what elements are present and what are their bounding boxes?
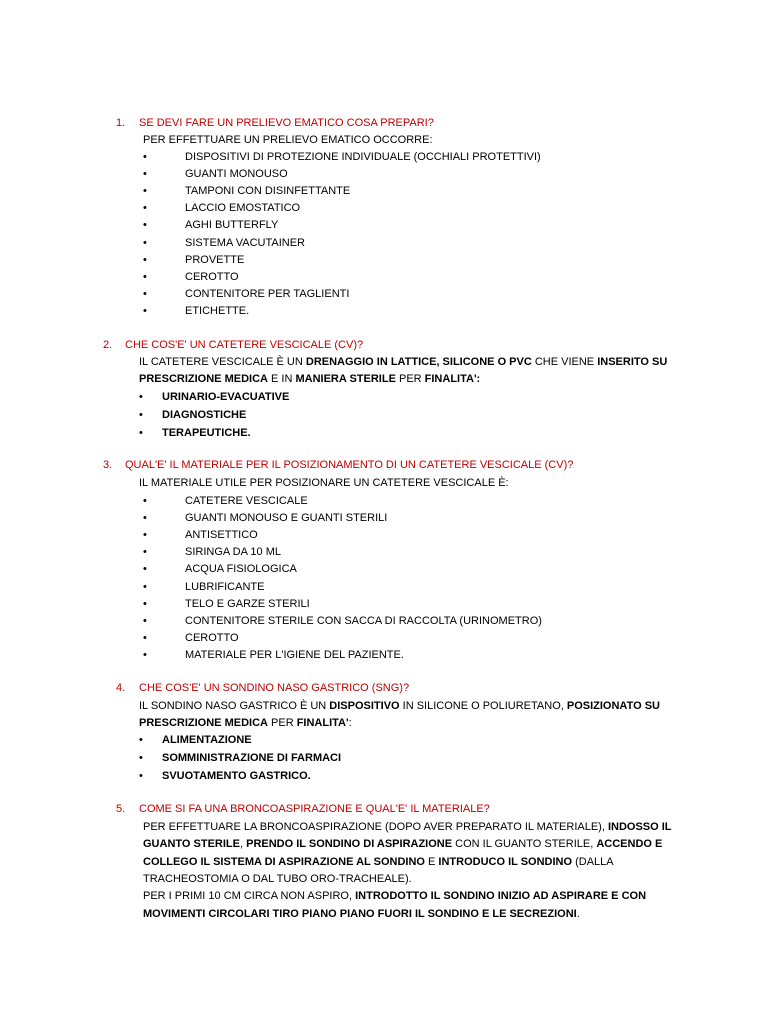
q2-heading: CHE COS'E' UN CATETERE VESCICALE (CV)? (125, 339, 364, 351)
bullet-icon: • (139, 409, 143, 421)
q4-definition-line-2-run: PRESCRIZIONE MEDICA (139, 717, 268, 729)
q4-definition-line-2-run: PER (267, 717, 297, 729)
q5-answer-line (143, 820, 672, 834)
list-item: ALIMENTAZIONE (162, 734, 252, 746)
q4-definition-line-2-run: : (348, 717, 352, 729)
list-item: CONTENITORE PER TAGLIENTI (185, 287, 350, 300)
q5-answer-line-run: COLLEGO IL SISTEMA DI ASPIRAZIONE AL SONDINO (143, 855, 425, 868)
list-item: LUBRIFICANTE (185, 580, 265, 593)
q3-heading: QUAL'E' IL MATERIALE PER IL POSIZIONAMENTO DI UN CATETERE VESCICALE (CV)? (125, 459, 574, 471)
bullet-icon: • (143, 563, 147, 576)
bullet-icon: • (143, 287, 147, 300)
q3-number: 3. (103, 459, 113, 471)
list-item: DISPOSITIVI DI PROTEZIONE INDIVIDUALE (OCCHIALI PROTETTIVI) (185, 151, 541, 163)
list-item: GUANTI MONOUSO E GUANTI STERILI (185, 512, 388, 525)
bullet-icon: • (139, 427, 143, 439)
list-item: URINARIO-EVACUATIVE (162, 391, 290, 403)
q2-number: 2. (103, 339, 113, 351)
list-item: CONTENITORE STERILE CON SACCA DI RACCOLTA (URINOMETRO) (185, 614, 542, 627)
q2-definition-line-2-run: FINALITA': (424, 373, 481, 385)
q5-answer-line-run: E (424, 855, 439, 868)
list-item: TELO E GARZE STERILI (185, 597, 310, 610)
q5-heading: COME SI FA UNA BRONCOASPIRAZIONE E QUAL'E' IL MATERIALE? (139, 803, 490, 815)
q1-number: 1. (116, 117, 126, 129)
q4-number: 4. (116, 682, 126, 694)
q4-heading: CHE COS'E' UN SONDINO NASO GASTRICO (SNG)? (139, 682, 410, 694)
q2-definition-line-2-run: MANIERA STERILE (295, 373, 396, 385)
bullet-icon: • (143, 202, 147, 215)
bullet-icon: • (143, 648, 147, 661)
bullet-icon: • (143, 529, 147, 542)
list-item: ACQUA FISIOLOGICA (185, 563, 297, 576)
q5-answer-line-run: PER EFFETTUARE LA BRONCOASPIRAZIONE (DOPO AVER PREPARATO IL MATERIALE), (143, 821, 608, 833)
q4-definition-line-1-run: DISPOSITIVO (329, 700, 400, 712)
list-item: DIAGNOSTICHE (162, 409, 247, 421)
q5-answer-line-run: PRENDO IL SONDINO DI ASPIRAZIONE (246, 838, 453, 851)
q5-answer-line-run: TRACHEOSTOMIA O DAL TUBO ORO-TRACHEALE). (143, 872, 412, 885)
list-item: CEROTTO (185, 631, 239, 644)
bullet-icon: • (143, 185, 147, 198)
q4-definition-line-1 (139, 699, 660, 713)
q5-answer-line (143, 855, 614, 869)
bullet-icon: • (143, 546, 147, 559)
q2-definition-line-2 (139, 372, 480, 386)
bullet-icon: • (139, 770, 143, 782)
list-item: ETICHETTE. (185, 304, 250, 317)
q5-answer-line-run: ACCENDO E (596, 838, 663, 851)
list-item: SIRINGA DA 10 ML (185, 546, 281, 559)
bullet-icon: • (139, 391, 143, 403)
q5-answer-line-run: (DALLA (572, 855, 614, 868)
bullet-icon: • (143, 270, 147, 283)
q5-answer-line-run: CON IL GUANTO STERILE, (452, 838, 597, 851)
q4-definition-line-2-run: FINALITA' (296, 717, 349, 729)
q5-answer-line-run: MOVIMENTI CIRCOLARI TIRO PIANO PIANO FUORI IL SONDINO E LE SECREZIONI (143, 907, 577, 920)
bullet-icon: • (143, 151, 147, 163)
q5-answer-line-run: , (239, 838, 247, 851)
q2-definition-line-1-run: INSERITO SU (597, 356, 668, 368)
list-item: SVUOTAMENTO GASTRICO. (162, 770, 311, 782)
q5-answer-line (143, 872, 412, 886)
list-item: LACCIO EMOSTATICO (185, 202, 301, 215)
q1-intro: PER EFFETTUARE UN PRELIEVO EMATICO OCCORRE: (143, 134, 433, 146)
q5-answer-line-run: . (576, 907, 580, 920)
q2-definition-line-2-run: PER (395, 373, 425, 385)
q5-answer-line-run: PER I PRIMI 10 CM CIRCA NON ASPIRO, (143, 890, 356, 903)
list-item: MATERIALE PER L'IGIENE DEL PAZIENTE. (185, 648, 404, 661)
list-item: ANTISETTICO (185, 529, 258, 542)
q3-intro: IL MATERIALE UTILE PER POSIZIONARE UN CATETERE VESCICALE È: (139, 477, 509, 489)
list-item: AGHI BUTTERFLY (185, 219, 279, 232)
bullet-icon: • (143, 253, 147, 266)
q2-definition-line-1-run: CHE VIENE (531, 356, 598, 368)
q2-definition-line-1-run: IL CATETERE VESCICALE È UN (139, 356, 306, 368)
q5-answer-line-run: INDOSSO IL (607, 821, 672, 833)
q4-definition-line-2 (139, 716, 352, 730)
q1-heading: SE DEVI FARE UN PRELIEVO EMATICO COSA PREPARI? (139, 117, 434, 129)
q5-answer-line (143, 837, 662, 851)
q5-answer-line-run: INTRODUCO IL SONDINO (438, 855, 573, 868)
list-item: SOMMINISTRAZIONE DI FARMACI (162, 752, 342, 764)
q2-definition-line-2-run: PRESCRIZIONE MEDICA (139, 373, 268, 385)
bullet-icon: • (143, 597, 147, 610)
bullet-icon: • (139, 752, 143, 764)
list-item: CEROTTO (185, 270, 239, 283)
list-item: TERAPEUTICHE. (162, 427, 251, 439)
q5-answer-line-run: GUANTO STERILE (143, 838, 240, 851)
bullet-icon: • (143, 495, 147, 507)
list-item: SISTEMA VACUTAINER (185, 236, 306, 249)
list-item: GUANTI MONOUSO (185, 168, 288, 181)
bullet-icon: • (139, 734, 143, 746)
bullet-icon: • (143, 614, 147, 627)
list-item: PROVETTE (185, 253, 245, 266)
bullet-icon: • (143, 512, 147, 525)
bullet-icon: • (143, 236, 147, 249)
q4-definition-line-1-run: IN SILICONE O POLIURETANO, (399, 700, 567, 712)
q4-definition-line-1-run: POSIZIONATO SU (566, 700, 660, 712)
q5-answer-line (143, 889, 646, 903)
q2-definition-line-1 (139, 355, 667, 369)
bullet-icon: • (143, 580, 147, 593)
q4-definition-line-1-run: IL SONDINO NASO GASTRICO È UN (139, 700, 330, 712)
q2-definition-line-2-run: E IN (267, 373, 296, 385)
q5-number: 5. (116, 803, 126, 815)
list-item: TAMPONI CON DISINFETTANTE (185, 185, 351, 198)
list-item: CATETERE VESCICALE (185, 495, 308, 507)
bullet-icon: • (143, 168, 147, 181)
bullet-icon: • (143, 219, 147, 232)
q2-definition-line-1-run: DRENAGGIO IN LATTICE, SILICONE O PVC (305, 356, 532, 368)
bullet-icon: • (143, 631, 147, 644)
q5-answer-line (143, 907, 580, 921)
bullet-icon: • (143, 304, 147, 317)
q5-answer-line-run: INTRODOTTO IL SONDINO INIZIO AD ASPIRARE E CON (355, 890, 647, 903)
